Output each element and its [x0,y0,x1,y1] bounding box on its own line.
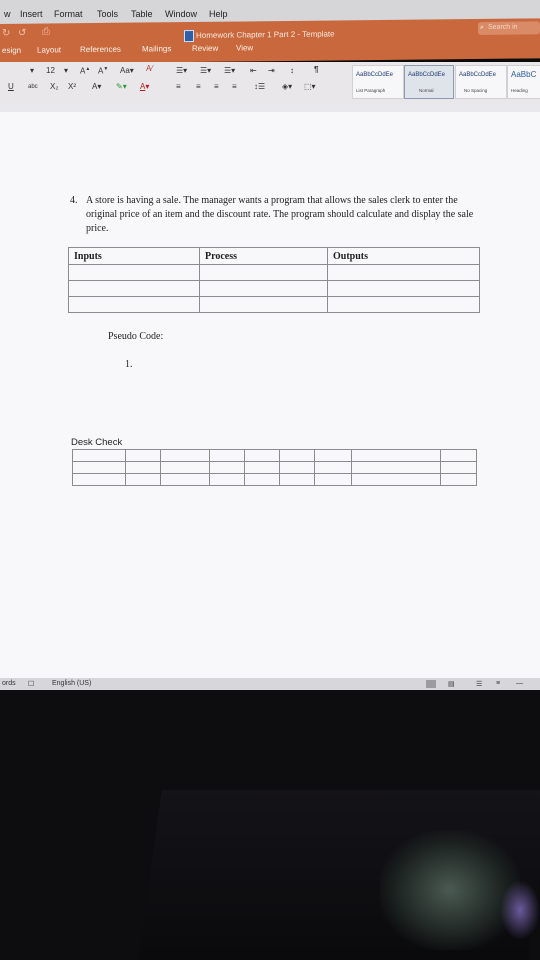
pseudo-code-label: Pseudo Code: [108,331,164,342]
table-cell[interactable] [245,474,280,486]
table-cell[interactable] [315,474,352,486]
table-cell[interactable] [126,474,161,486]
print-icon[interactable]: ⎙ [42,26,50,38]
desk-check-table[interactable] [72,449,477,486]
align-left-icon[interactable]: ≡ [176,82,181,91]
search-placeholder: Search in [488,23,518,31]
clear-formatting-icon[interactable]: A⁄ [146,64,153,73]
header-inputs: Inputs [69,248,200,265]
superscript-icon[interactable]: X² [68,82,76,91]
document-icon [184,30,194,42]
table-cell[interactable] [200,265,328,281]
grow-font-icon[interactable]: A▲ [80,66,91,76]
table-cell[interactable] [210,474,245,486]
table-cell[interactable] [73,450,126,462]
pseudo-code-line-number: 1. [125,359,133,370]
language-indicator[interactable]: English (US) [52,680,92,687]
question-text: A store is having a sale. The manager wants a program that allows the sales clerk to enter the original price of an item and the discount rate. The program should calculate and display the sale price. [86,195,474,234]
table-row [73,462,477,474]
table-cell[interactable] [280,462,315,474]
undo-icon[interactable]: ↺ [18,27,27,39]
ribbon-toolbar [0,62,540,105]
shrink-font-icon[interactable]: A▼ [98,66,109,76]
table-cell[interactable] [328,297,480,313]
word-count[interactable]: ords [2,680,16,687]
table-row [69,265,480,281]
decrease-indent-icon[interactable]: ⇤ [250,66,257,75]
font-size-dropdown-icon[interactable]: ▾ [64,66,69,75]
style-sample: AaBbCcDdEe [408,72,446,78]
style-list-paragraph[interactable] [352,65,404,99]
bullets-icon[interactable]: ☰▾ [176,66,188,75]
increase-indent-icon[interactable]: ⇥ [268,66,275,75]
menu-item-window[interactable]: Window [165,9,198,19]
style-name: No Spacing [464,88,488,93]
print-layout-view-icon[interactable] [426,680,436,688]
underline-icon[interactable]: U [8,82,14,91]
table-cell[interactable] [352,462,441,474]
shading-icon[interactable]: ◈▾ [282,82,293,91]
strikethrough-icon[interactable]: abc [28,84,38,90]
menu-item-tools[interactable]: Tools [97,9,119,19]
status-bar [0,678,540,690]
desk-check-label: Desk Check [71,437,123,448]
tab-view[interactable]: View [236,43,254,53]
table-cell[interactable] [200,297,328,313]
paragraph-marks-icon[interactable]: ¶ [314,65,319,74]
table-cell[interactable] [161,462,210,474]
text-effects-icon[interactable]: A▾ [92,82,102,91]
align-center-icon[interactable]: ≡ [196,82,201,91]
redo-icon[interactable]: ↻ [2,27,11,39]
borders-icon[interactable]: ⬚▾ [304,82,316,91]
web-layout-view-icon[interactable]: ▤ [448,681,455,688]
table-cell[interactable] [69,265,200,281]
table-header-row [69,248,480,265]
style-sample: AaBbCcDdEe [459,72,497,78]
outline-view-icon[interactable]: ☰ [476,681,483,688]
style-normal[interactable] [404,65,454,99]
menu-item-table[interactable]: Table [131,9,153,19]
menu-item-insert[interactable]: Insert [20,9,43,19]
highlight-icon[interactable]: ✎▾ [116,82,127,91]
document-title: Homework Chapter 1 Part 2 - Template [196,29,335,40]
table-cell[interactable] [280,474,315,486]
draft-view-icon[interactable]: ≡ [496,680,501,687]
table-row [73,474,477,486]
ipo-table[interactable] [68,247,480,313]
menu-item-format[interactable]: Format [54,9,83,19]
background-object [380,830,520,950]
table-row [69,281,480,297]
table-cell[interactable] [280,450,315,462]
tab-references[interactable]: References [80,44,121,55]
tab-mailings[interactable]: Mailings [142,44,172,54]
background-object [500,880,540,940]
table-cell[interactable] [69,281,200,297]
table-cell[interactable] [200,281,328,297]
header-process: Process [200,248,328,265]
style-name: Normal [419,88,434,93]
font-color-icon[interactable]: A▾ [140,82,150,91]
table-row [73,450,477,462]
table-cell[interactable] [126,462,161,474]
table-cell[interactable] [315,450,352,462]
table-cell[interactable] [352,450,441,462]
style-sample: AaBbCcDdEe [356,72,394,78]
style-heading[interactable] [507,65,540,99]
proofing-icon[interactable]: ☐ [28,681,35,688]
table-cell[interactable] [352,474,441,486]
table-cell[interactable] [441,462,477,474]
menu-item-help[interactable]: Help [209,9,228,19]
menu-item-view[interactable]: w [4,9,11,19]
table-cell[interactable] [245,450,280,462]
table-cell[interactable] [210,462,245,474]
change-case-icon[interactable]: Aa▾ [120,66,134,75]
table-cell[interactable] [315,462,352,474]
table-cell[interactable] [73,474,126,486]
style-name: List Paragraph [356,88,386,93]
table-cell[interactable] [161,450,210,462]
table-cell[interactable] [161,474,210,486]
table-cell[interactable] [73,462,126,474]
table-cell[interactable] [328,265,480,281]
numbering-icon[interactable]: ☰▾ [200,66,212,75]
tab-design[interactable]: esign [2,45,22,55]
search-input[interactable] [478,21,540,35]
search-icon: ⌕ [480,23,484,31]
zoom-out-icon[interactable]: — [516,680,523,687]
style-sample: AaBbC [511,70,537,79]
table-cell[interactable] [126,450,161,462]
style-name: Heading [511,88,528,93]
title-bar [0,18,540,64]
subscript-icon[interactable]: X₂ [50,82,59,91]
font-dropdown-arrow-icon[interactable]: ▾ [30,66,35,75]
table-cell[interactable] [441,474,477,486]
align-right-icon[interactable]: ≡ [214,82,219,91]
tab-layout[interactable]: Layout [37,45,62,55]
table-cell[interactable] [441,450,477,462]
table-cell[interactable] [69,297,200,313]
style-no-spacing[interactable] [455,65,507,99]
table-cell[interactable] [210,450,245,462]
justify-icon[interactable]: ≡ [232,82,237,91]
multilevel-list-icon[interactable]: ☰▾ [224,66,236,75]
header-outputs: Outputs [328,248,480,265]
sort-icon[interactable]: ↕ [290,66,294,75]
table-cell[interactable] [328,281,480,297]
table-cell[interactable] [245,462,280,474]
question-number: 4. [70,195,78,206]
table-row [69,297,480,313]
tab-review[interactable]: Review [192,43,219,53]
font-size-field[interactable]: 12 [46,66,55,75]
line-spacing-icon[interactable]: ↕☰ [254,82,266,91]
